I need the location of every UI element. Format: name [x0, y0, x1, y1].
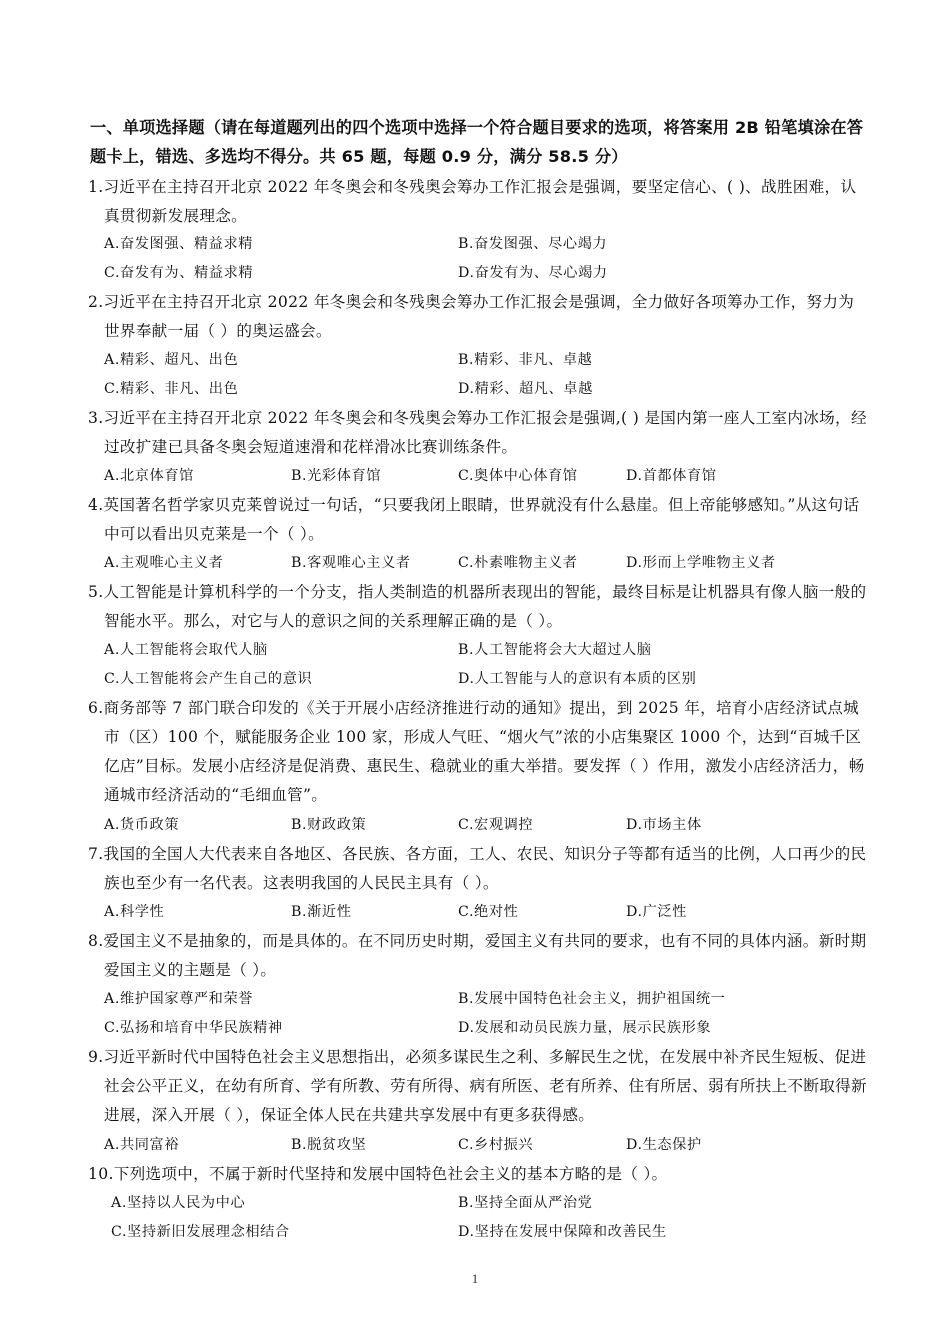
- question-4-stem: 4.英国著名哲学家贝克莱曾说过一句话，“只要我闭上眼睛，世界就没有什么悬崖。但上帝能够感知。”从这句话中可以看出贝克莱是一个（ ）。: [88, 496, 860, 543]
- question-3-stem: 3.习近平在主持召开北京 2022 年冬奥会和冬残奥会筹办工作汇报会是强调,( ) 是国内第一座人工室内冰场，经过改扩建已具备冬奥会短道速滑和花样滑冰比赛训练条件。: [88, 409, 867, 456]
- question-6-option-c: C.宏观调控: [458, 817, 534, 833]
- question-9-option-a: A.共同富裕: [104, 1137, 180, 1153]
- question-1-stem: 1.习近平在主持召开北京 2022 年冬奥会和冬残奥会筹办工作汇报会是强调，要坚定信心、( )、战胜困难，认真贯彻新发展理念。: [88, 178, 857, 225]
- question-6-option-b: B.财政政策: [291, 817, 367, 833]
- question-8-option-d: D.发展和动员民族力量，展示民族形象: [458, 1020, 712, 1036]
- question-10-option-c: C.坚持新旧发展理念相结合: [111, 1224, 290, 1240]
- question-2-option-d: D.精彩、超凡、卓越: [458, 381, 593, 397]
- question-5-option-b: B.人工智能将会大大超过人脑: [458, 642, 652, 658]
- question-3-option-b: B.光彩体育馆: [291, 468, 382, 484]
- question-1-option-b: B.奋发图强、尽心竭力: [458, 236, 608, 252]
- question-5-stem: 5.人工智能是计算机科学的一个分支，指人类制造的机器所表现出的智能，最终目标是让机器具有像人脑一般的智能水平。那么，对它与人的意识之间的关系理解正确的是（ ）。: [88, 583, 867, 630]
- question-10-option-d: D.坚持在发展中保障和改善民生: [458, 1224, 667, 1240]
- question-7-stem: 7.我国的全国人大代表来自各地区、各民族、各方面，工人、农民、知识分子等都有适当的比例，人口再少的民族也至少有一名代表。这表明我国的人民民主具有（ ）。: [88, 845, 867, 892]
- question-10-option-b: B.坚持全面从严治党: [458, 1195, 593, 1211]
- question-6-option-d: D.市场主体: [626, 817, 702, 833]
- question-3-option-c: C.奥体中心体育馆: [458, 468, 578, 484]
- question-6-stem: 6.商务部等 7 部门联合印发的《关于开展小店经济推进行动的通知》提出，到 2025 年，培育小店经济试点城市（区）100 个，赋能服务企业 100 家，形成人气旺、“烟火气”浓的小店集聚区 1000 个，达到“百城千区亿店”目标。发展小店经济是促消费、惠民生、稳就业的重大举措。要发挥（ ）作用，激发小店经济活力，畅通城市经济活动的“毛细血管”。: [88, 699, 865, 804]
- question-1-option-c: C.奋发有为、精益求精: [104, 265, 254, 281]
- question-1-option-d: D.奋发有为、尽心竭力: [458, 265, 608, 281]
- question-8-stem: 8.爱国主义不是抽象的，而是具体的。在不同历史时期，爱国主义有共同的要求，也有不同的具体内涵。新时期爱国主义的主题是（ ）。: [88, 932, 867, 979]
- question-2-option-b: B.精彩、非凡、卓越: [458, 352, 593, 368]
- question-8-option-b: B.发展中国特色社会主义，拥护祖国统一: [458, 991, 726, 1007]
- question-8-option-a: A.维护国家尊严和荣誉: [104, 991, 254, 1007]
- question-10-stem: 10.下列选项中，不属于新时代坚持和发展中国特色社会主义的基本方略的是（ ）。: [88, 1165, 668, 1183]
- question-7-option-d: D.广泛性: [626, 904, 687, 920]
- question-4-option-c: C.朴素唯物主义者: [458, 555, 578, 571]
- question-2-stem: 2.习近平在主持召开北京 2022 年冬奥会和冬残奥会筹办工作汇报会是强调，全力做好各项筹办工作，努力为世界奉献一届（ ）的奥运盛会。: [88, 293, 855, 340]
- section-heading: 一、单项选择题（请在每道题列出的四个选项中选择一个符合题目要求的选项，将答案用 2B 铅笔填涂在答题卡上，错选、多选均不得分。共 65 题，每题 0.9 分，满分 58.5 分）: [90, 118, 864, 166]
- question-4-option-a: A.主观唯心主义者: [104, 555, 224, 571]
- question-8-option-c: C.弘扬和培育中华民族精神: [104, 1020, 283, 1036]
- question-10-option-a: A.坚持以人民为中心: [111, 1195, 246, 1211]
- question-9-option-c: C.乡村振兴: [458, 1137, 534, 1153]
- question-6-option-a: A.货币政策: [104, 817, 180, 833]
- page-number: 1: [471, 1271, 479, 1286]
- question-7-option-a: A.科学性: [104, 904, 165, 920]
- question-9-option-b: B.脱贫攻坚: [291, 1137, 367, 1153]
- question-7-option-b: B.渐近性: [291, 904, 352, 920]
- question-9-option-d: D.生态保护: [626, 1137, 702, 1153]
- question-3-option-d: D.首都体育馆: [626, 468, 717, 484]
- question-7-option-c: C.绝对性: [458, 904, 519, 920]
- question-5-option-c: C.人工智能将会产生自己的意识: [104, 671, 313, 687]
- question-4-option-b: B.客观唯心主义者: [291, 555, 411, 571]
- question-3-option-a: A.北京体育馆: [104, 468, 194, 484]
- question-5-option-a: A.人工智能将会取代人脑: [104, 642, 268, 658]
- question-2-option-a: A.精彩、超凡、出色: [104, 352, 239, 368]
- question-4-option-d: D.形而上学唯物主义者: [626, 555, 776, 571]
- question-2-option-c: C.精彩、非凡、出色: [104, 381, 239, 397]
- question-5-option-d: D.人工智能与人的意识有本质的区别: [458, 671, 697, 687]
- question-1-option-a: A.奋发图强、精益求精: [104, 236, 254, 252]
- question-9-stem: 9.习近平新时代中国特色社会主义思想指出，必须多谋民生之利、多解民生之忧，在发展中补齐民生短板、促进社会公平正义，在幼有所育、学有所教、劳有所得、病有所医、老有所养、住有所居、弱有所扶上不断取得新进展，深入开展（ ），保证全体人民在共建共享发展中有更多获得感。: [88, 1048, 867, 1124]
